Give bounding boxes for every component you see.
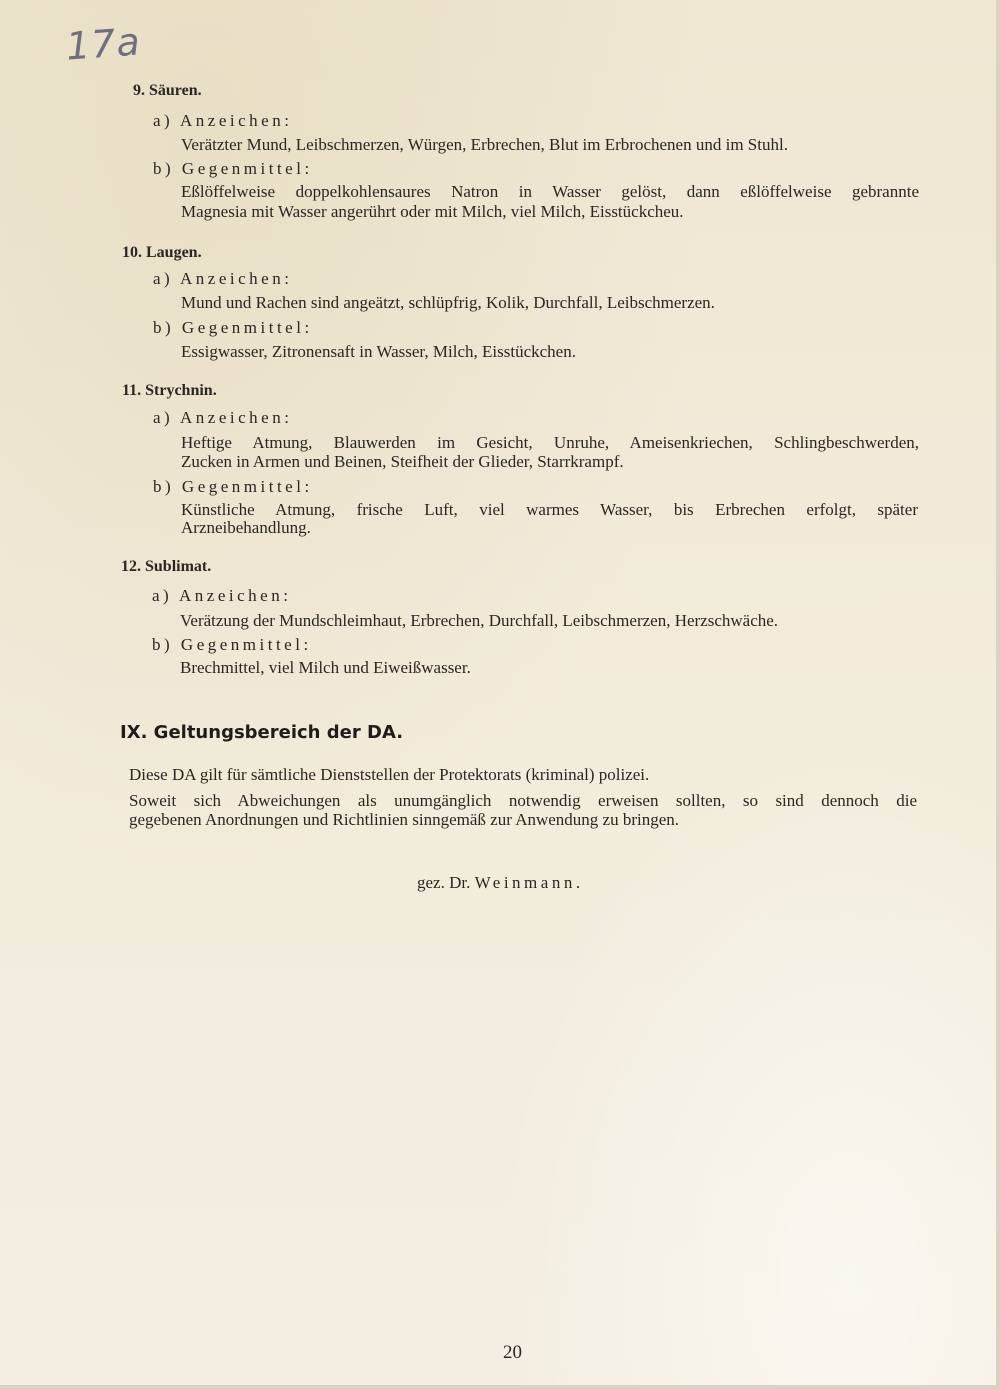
section-12-b-text: Brechmittel, viel Milch und Eiweißwasser. [180, 658, 471, 677]
section-10-title [122, 244, 202, 262]
chapter-heading: IX. Geltungsbereich der DA. [120, 722, 404, 743]
section-11-title [122, 382, 217, 400]
section-11-a-line-2: Zucken in Armen und Beinen, Steifheit der Glieder, Starrkrampf. [181, 452, 624, 471]
section-11-a-line-1: Heftige Atmung, Blauwerden im Gesicht, Unruhe, Ameisenkriechen, Schlingbeschwerden, [181, 433, 919, 452]
section-9-a-text: Verätzter Mund, Leibschmerzen, Würgen, Erbrechen, Blut im Erbrochenen und im Stuhl. [181, 135, 788, 154]
handwritten-folio-note: 17a [64, 19, 143, 69]
chapter-paragraph-2-line-1: Soweit sich Abweichungen als unumgänglich notwendig erweisen sollten, so sind dennoch die [129, 791, 917, 810]
section-10-a-label: a) Anzeichen: [153, 269, 293, 288]
section-9-a-label: a) Anzeichen: [153, 111, 293, 130]
section-10-a-text: Mund und Rachen sind angeätzt, schlüpfrig, Kolik, Durchfall, Leibschmerzen. [181, 293, 715, 312]
section-9-number: 9. [133, 82, 145, 99]
section-9-b-label: b) Gegenmittel: [153, 159, 313, 178]
section-10-name: Laugen. [146, 244, 202, 261]
section-12-b-label: b) Gegenmittel: [152, 635, 312, 654]
section-12-number: 12. [121, 558, 141, 575]
section-11-b-line-2: Arzneibehandlung. [181, 518, 311, 537]
section-9-b-line-2: Magnesia mit Wasser angerührt oder mit Milch, viel Milch, Eisstückcheu. [181, 202, 684, 221]
page-edge-right [996, 0, 1000, 1389]
section-11-number: 11. [122, 382, 142, 399]
section-9-b-line-1: Eßlöffelweise doppelkohlensaures Natron in Wasser gelöst, dann eßlöffelweise gebrannte [181, 182, 919, 201]
section-11-name: Strychnin. [145, 382, 217, 399]
section-12-title [121, 558, 211, 576]
section-10-number: 10. [122, 244, 142, 261]
section-9-title [133, 82, 202, 100]
section-9-name: Säuren. [149, 82, 202, 99]
section-11-b-label: b) Gegenmittel: [153, 477, 313, 496]
section-12-name: Sublimat. [145, 558, 212, 575]
chapter-paragraph-2-line-2: gegebenen Anordnungen und Richtlinien sinngemäß zur Anwendung zu bringen. [129, 810, 680, 829]
section-11-b-line-1: Künstliche Atmung, frische Luft, viel warmes Wasser, bis Erbrechen erfolgt, später [181, 500, 918, 519]
section-10-b-label: b) Gegenmittel: [153, 318, 313, 337]
section-12-a-text: Verätzung der Mundschleimhaut, Erbrechen, Durchfall, Leibschmerzen, Herzschwäche. [180, 611, 779, 630]
section-11-a-label: a) Anzeichen: [153, 408, 293, 427]
signature-prefix: gez. Dr. [417, 873, 471, 892]
section-12-a-label: a) Anzeichen: [152, 586, 292, 605]
page-number: 20 [503, 1342, 522, 1363]
section-10-b-text: Essigwasser, Zitronensaft in Wasser, Milch, Eisstückchen. [181, 342, 576, 361]
signature-line [417, 873, 584, 893]
chapter-paragraph-1: Diese DA gilt für sämtliche Dienststellen der Protektorats (kriminal) polizei. [129, 765, 650, 784]
page-edge-bottom [0, 1385, 1000, 1389]
signature-name: Weinmann. [474, 873, 584, 892]
